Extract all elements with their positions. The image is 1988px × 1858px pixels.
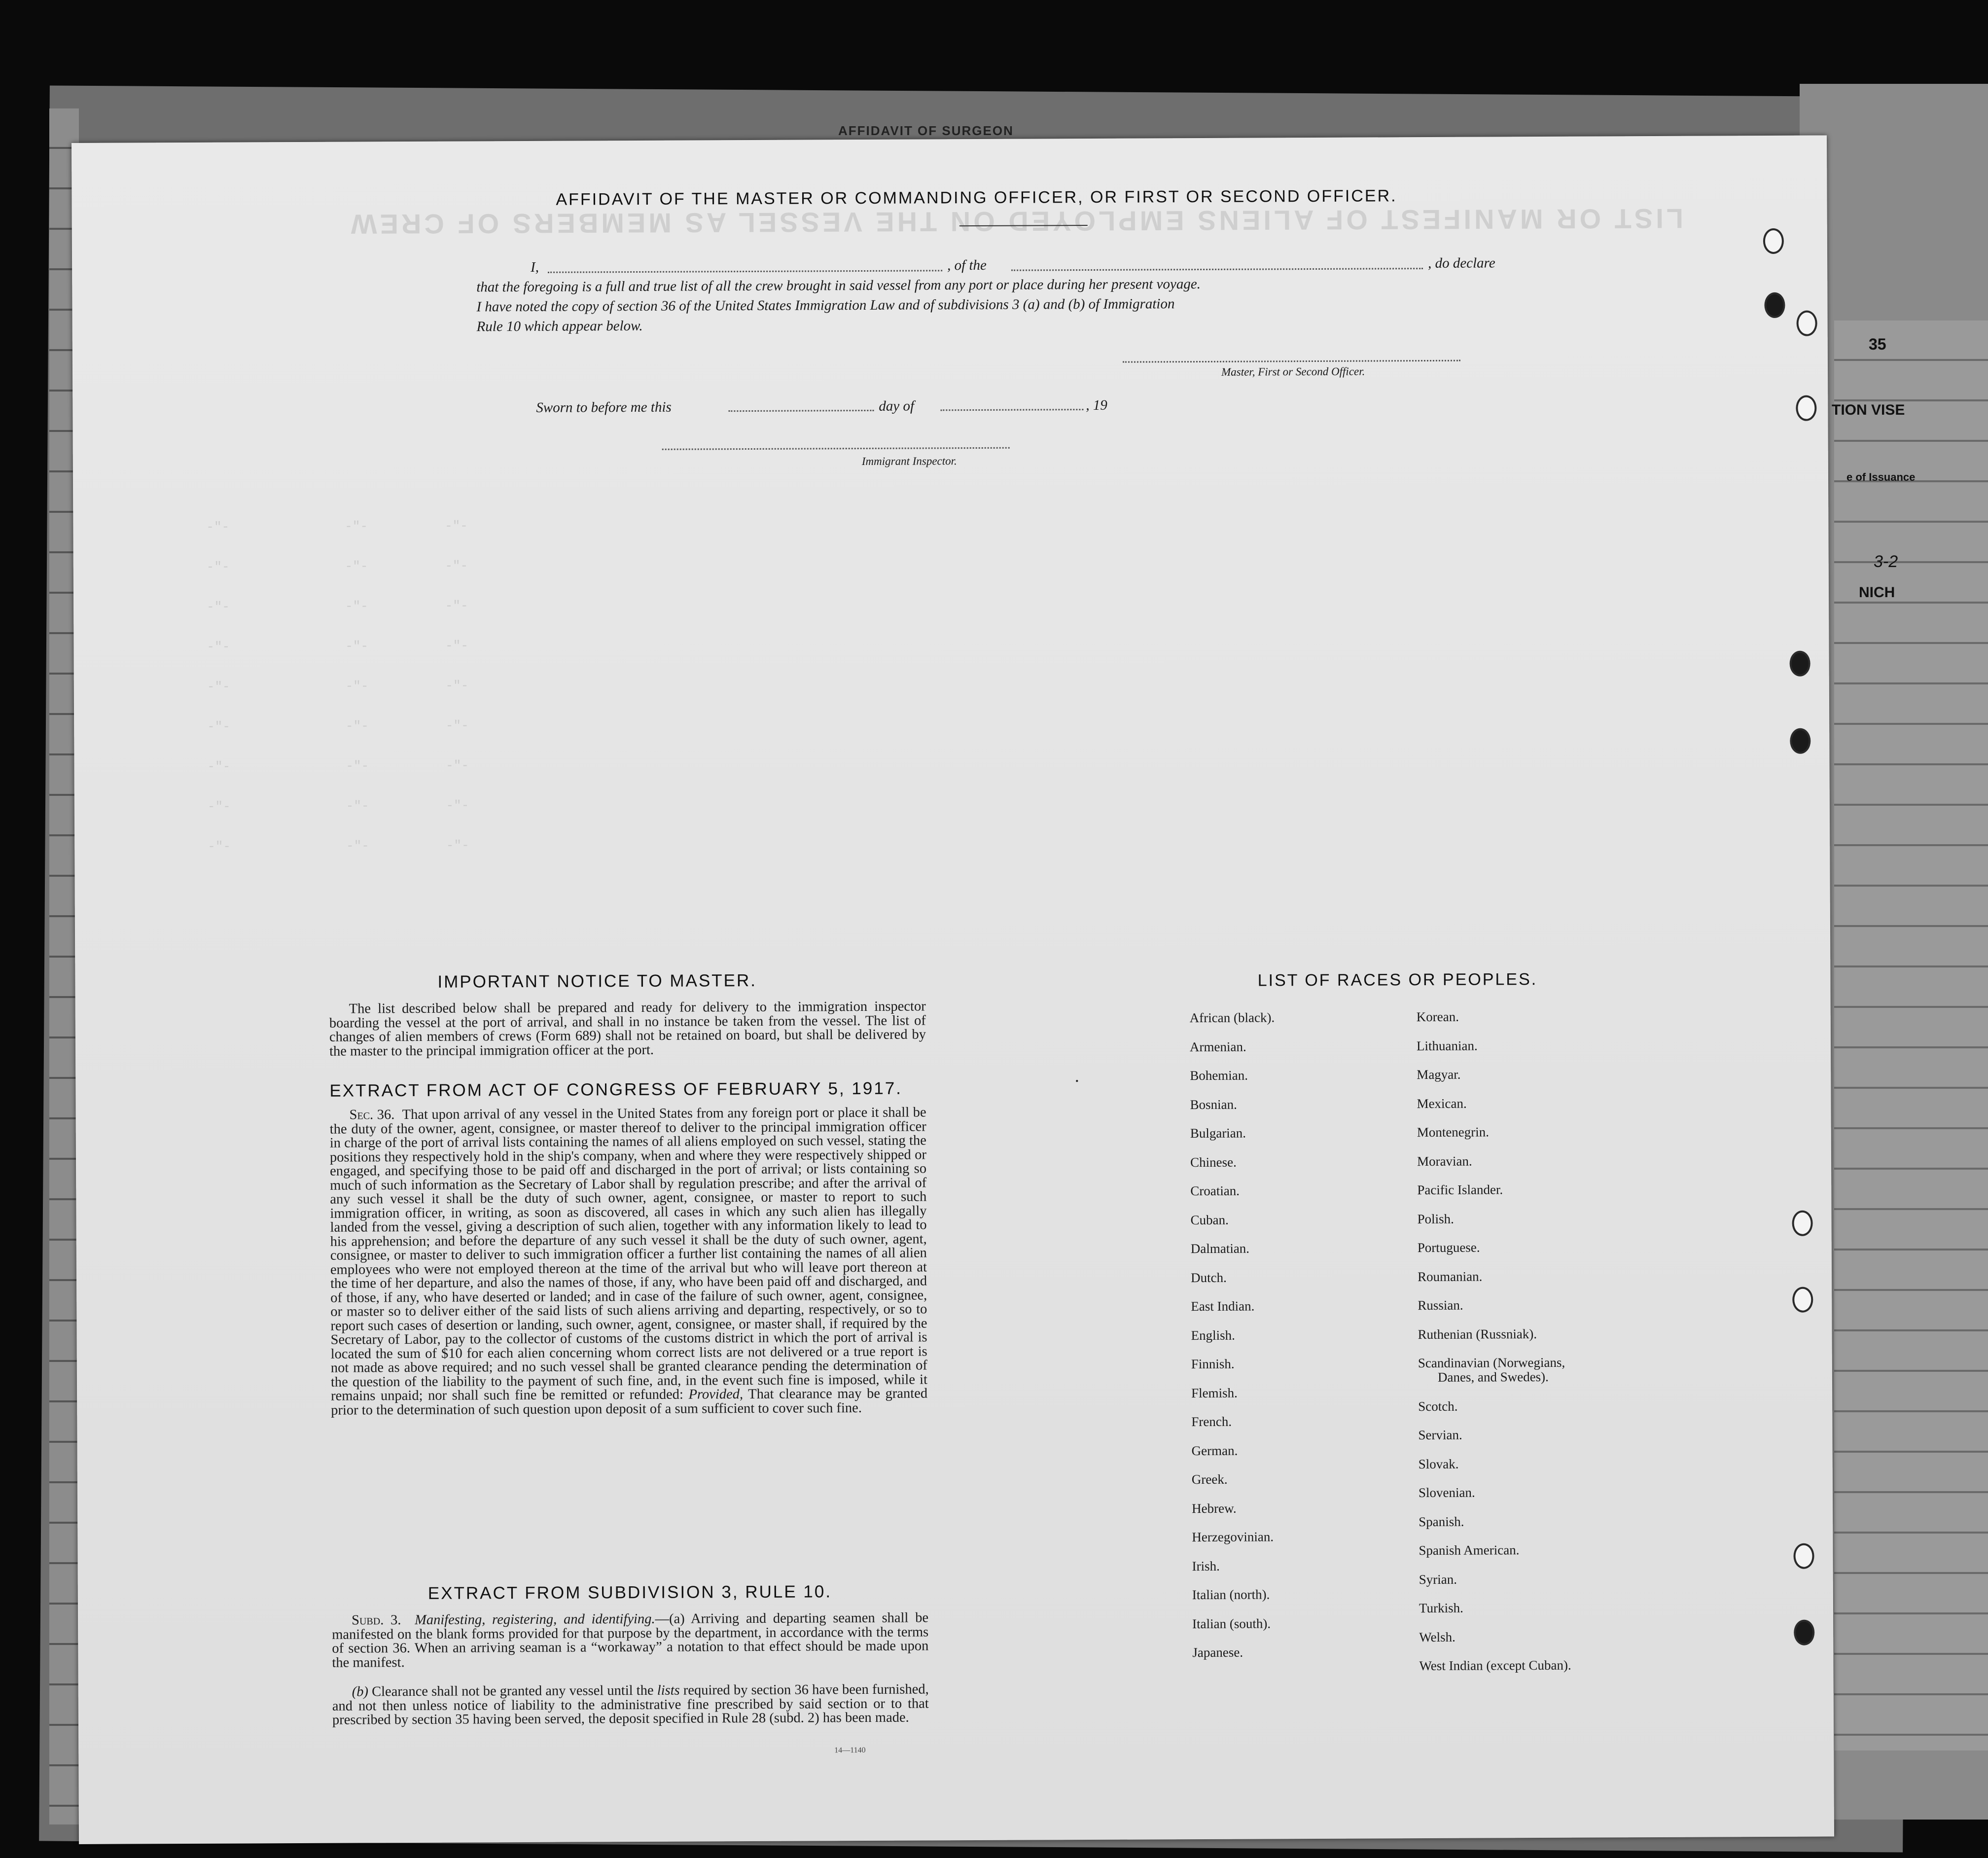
stray-mark: · [1074,1071,1080,1091]
punch-hole-icon [1792,1211,1812,1236]
race-item: Scotch. [1418,1398,1458,1414]
race-item: Flemish. [1191,1385,1238,1400]
race-item: African (black). [1189,1010,1275,1026]
race-item: Portuguese. [1417,1240,1480,1255]
race-item: Croatian. [1190,1183,1240,1199]
underlying-page-title: AFFIDAVIT OF SURGEON [838,123,1014,138]
right-strip-stamp: NICH [1859,584,1895,601]
punch-hole-icon [1790,651,1810,677]
races-title: LIST OF RACES OR PEOPLES. [1257,970,1538,990]
form-number: 14—1140 [834,1746,866,1755]
rule-b-text [332,1682,929,1727]
race-item: Montenegrin. [1417,1124,1490,1140]
punch-hole-icon [1764,292,1785,318]
provided-word: Provided, [688,1387,744,1402]
day-of-label: day of [879,398,915,414]
race-item: German. [1191,1443,1238,1458]
bleed-through-rows: -"- -"- -"- -"- -"- -"- -"- -"- -"- -"- -"- -"- -"- -"- -"- -"- -"- -"- -"- -"- -"- -"- -"- -"- -"- -"- -"- [206,518,469,854]
subdivision-b-label: (b) [352,1684,369,1700]
master-signature-line[interactable] [1123,360,1460,363]
punch-hole-icon [1793,1543,1814,1569]
section-label: Sec. 36. [349,1107,395,1123]
rule-extract-title: EXTRACT FROM SUBDIVISION 3, RULE 10. [427,1582,832,1603]
affidavit-line-2: that the foregoing is a full and true list of all the crew brought in said vessel from any port or place during her present voyage. [476,276,1201,295]
master-caption: Master, First or Second Officer. [1221,365,1365,378]
notice-title: IMPORTANT NOTICE TO MASTER. [437,970,757,992]
race-item: West Indian (except Cuban). [1419,1657,1571,1674]
bleed-through-title: LIST OR MANIFEST OF ALIENS EMPLOYED ON THE VESSEL AS MEMBERS OF CREW [348,203,1684,240]
punch-hole-icon [1790,728,1810,754]
race-item: Polish. [1417,1211,1454,1226]
race-item: Dutch. [1190,1270,1227,1285]
race-item: Italian (south). [1192,1615,1271,1631]
right-strip-number: 35 [1869,335,1886,353]
race-item: Moravian. [1417,1153,1472,1169]
race-item: Bosnian. [1190,1097,1237,1112]
race-item: Lithuanian. [1416,1038,1478,1053]
inspector-signature-line[interactable] [662,447,1010,450]
race-item: Japanese. [1192,1644,1243,1660]
race-item: Welsh. [1419,1629,1456,1644]
race-item: Dalmatian. [1190,1241,1250,1256]
race-item: Italian (north). [1192,1587,1270,1603]
race-item: Cuban. [1190,1212,1229,1227]
punch-hole-icon [1792,1287,1813,1313]
affidavit-line-3: I have noted the copy of section 36 of the United States Immigration Law and of subdivisions 3 (a) and (b) of Immigration [476,296,1175,315]
race-item: Greek. [1191,1471,1228,1487]
affidavit-sheet [71,135,1834,1844]
section-36-text-end: That clearance may be granted prior to the determination of such question upon deposit of a sum sufficient to cover such fine. [331,1386,928,1418]
name-field-line[interactable] [548,270,942,273]
race-item: Chinese. [1190,1154,1237,1170]
subdivision-b-text-2: required by section 36 have been furnished, and not then unless notice of liability to the administrative fine prescribed by said section or to that prescribed by section 35 having been served, the deposit specified in Rule 28 (subd. 2) has been made. [332,1681,929,1728]
sworn-day-line[interactable] [728,410,874,412]
right-strip-header: TION VISE [1832,402,1905,418]
rule-a-text [332,1611,928,1670]
punch-hole-icon [1763,228,1784,254]
race-item: Irish. [1192,1558,1220,1573]
affidavit-declare-label: , do declare [1428,255,1495,271]
affidavit-of-label: , of the [947,257,987,274]
section-36-text: That upon arrival of any vessel in the United States from any foreign port or place it shall be the duty of the owner, agent, consignee, or master thereof to deliver to the principal immigration officer in charge of the port of arrival lists containing the names of all aliens employed on such vessel, stating the positions they respectively hold in the ship's company, when and where they were respectively shipped or engaged, and specifying those to be paid off and discharged in the port of arrival; or lists containing so much of such information as the Secretary of Labor shall by regulation prescribe; and after the arrival of any such vessel it shall be the duty of such owner, agent, consignee, or master to report to such immigration officer, in writing, as soon as discovered, all cases in which any such alien has illegally landed from the vessel, giving a description of such alien, together with any information likely to lead to his apprehension; and before the departure of any such vessel it shall be the duty of such owner, agent, consignee, or master to deliver to such immigration officer a further list containing the names of all alien employees who were not employed thereon at the time of the arrival but who will leave port thereon at the time of her departure, and also the names of those, if any, who have been paid off and discharged, and of those, if any, who have deserted or landed; and in case of the failure of such owner, agent, consignee, or master so to deliver either of the said lists of such aliens arriving and departing, respectively, or so to report such cases of desertion or landing, such owner, agent, consignee, or master shall, if required by the Secretary of Labor, pay to the collector of customs of the customs district in which the port of arrival is located the sum of $10 for each alien concerning whom correct lists are not delivered or a true report is not made as above required; and no such vessel shall be granted clearance pending the determination of the question of the liability to the payment of such fine, and, in the event such fine is imposed, while it remains unpaid; nor shall such fine be remitted or refunded: [329,1105,928,1404]
act-extract-title: EXTRACT FROM ACT OF CONGRESS OF FEBRUARY 5, 1917. [329,1078,903,1101]
subdivision-label: Subd. 3. [352,1612,401,1628]
race-item: Slovak. [1418,1456,1459,1471]
race-item: Bohemian. [1190,1068,1248,1083]
affidavit-i-label: I, [531,259,539,275]
race-item: French. [1191,1414,1232,1429]
race-item: Turkish. [1419,1600,1463,1616]
act-extract-text [330,1106,928,1417]
subdivision-b-text-1: Clearance shall not be granted any vessel until the [372,1682,654,1700]
race-item: Korean. [1416,1009,1459,1025]
subdivision-heading: Manifesting, registering, and identifying. [414,1611,655,1628]
year-label: , 19 [1086,397,1107,414]
race-item: Armenian. [1189,1039,1246,1054]
race-item: Russian. [1418,1297,1463,1313]
race-item: Roumanian. [1417,1269,1483,1284]
inspector-caption: Immigrant Inspector. [861,455,957,468]
race-item: Pacific Islander. [1417,1182,1503,1198]
race-item: Ruthenian (Russniak). [1418,1326,1537,1342]
subdivision-a-text: —(a) Arriving and departing seamen shall be manifested on the blank forms provided for that purpose by the department, in accordance with the terms of section 36. When an arriving seaman is a “workaway” a notation to that effect should be made upon the manifest. [332,1610,929,1671]
race-item: Syrian. [1419,1572,1457,1587]
affidavit-title: AFFIDAVIT OF THE MASTER OR COMMANDING OFFICER, OR FIRST OR SECOND OFFICER. [556,186,1397,209]
right-strip-subheader: e of Issuance [1846,471,1916,483]
sworn-label: Sworn to before me this [536,399,672,416]
race-item: Finnish. [1191,1356,1235,1372]
race-item: Mexican. [1417,1096,1467,1111]
race-item: Slovenian. [1418,1485,1475,1501]
race-item: Hebrew. [1192,1501,1237,1516]
race-item: Scandinavian (Norwegians, [1418,1355,1565,1371]
races-left-column [1190,1010,1278,1674]
sworn-month-line[interactable] [940,409,1083,411]
right-strip-handwritten: 3-2 [1874,552,1898,571]
race-item: English. [1191,1327,1235,1343]
vessel-field-line[interactable] [1011,268,1423,271]
punch-hole-icon [1797,311,1817,336]
races-right-column [1417,1009,1571,1688]
punch-hole-icon [1796,395,1816,421]
race-item: Herzegovinian. [1192,1529,1274,1545]
affidavit-line-4: Rule 10 which appear below. [476,318,643,335]
lists-word: lists [657,1682,680,1698]
race-item: Bulgarian. [1190,1125,1246,1141]
race-item: Magyar. [1417,1067,1461,1082]
race-item: East Indian. [1191,1298,1255,1314]
race-item: Danes, and Swedes). [1437,1369,1549,1385]
race-item: Spanish American. [1419,1542,1520,1558]
right-manifest-grid [1834,321,1988,1751]
race-item: Spanish. [1419,1514,1464,1529]
notice-text: The list described below shall be prepared and ready for delivery to the immigration inspector boarding the vessel at the port of arrival, and shall in no instance be taken from the vessel. The list of changes of alien members of crews (Form 689) shall not be retained on board, but shall be delivered by the master to the principal immigration officer at the port. [329,999,926,1059]
race-item: Servian. [1418,1427,1462,1443]
punch-hole-icon [1794,1620,1814,1645]
